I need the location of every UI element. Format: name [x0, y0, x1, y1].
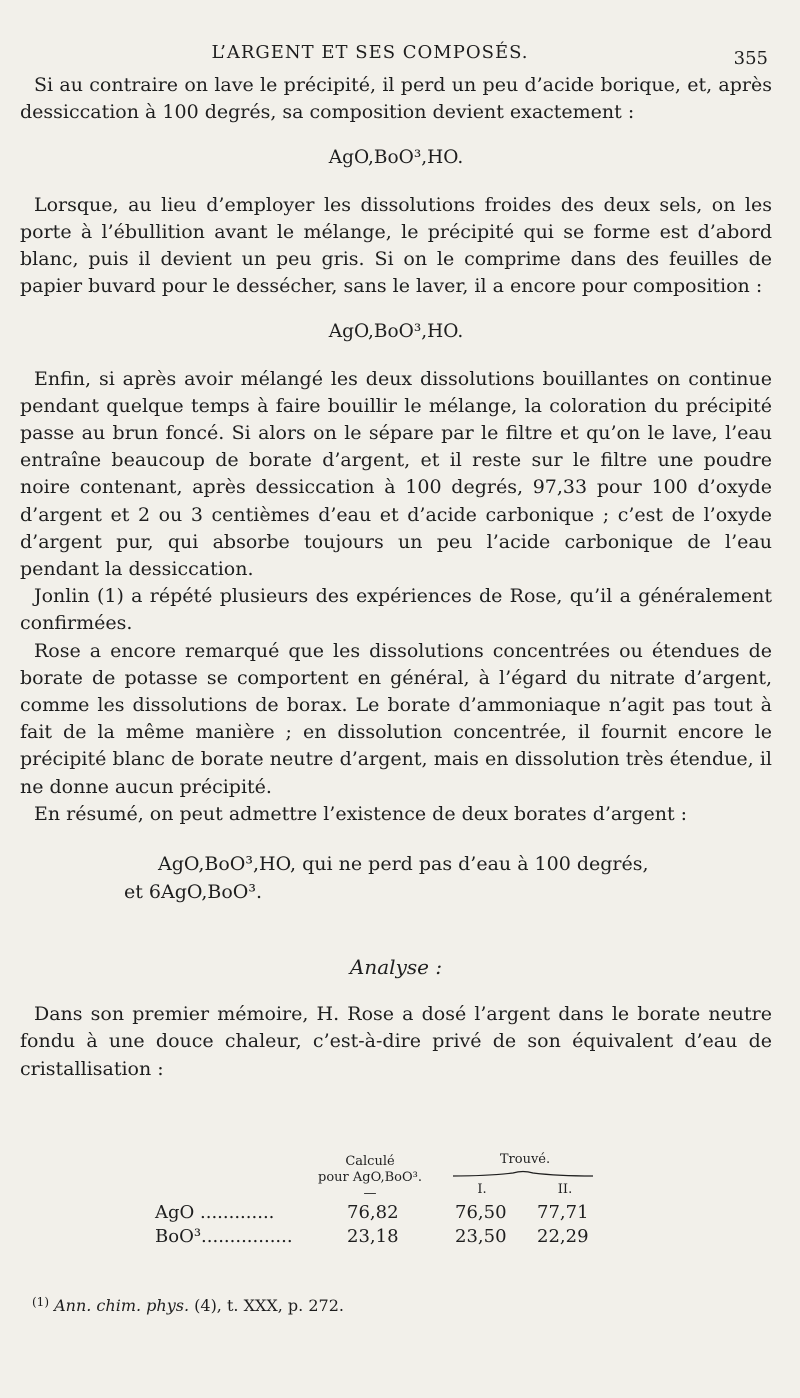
calc-value: 76,82 — [347, 1202, 399, 1223]
page-number: 355 — [733, 48, 768, 69]
footnote — [32, 1295, 344, 1315]
borate-list-item-1: AgO,BoO³,HO, qui ne perd pas d’eau à 100 degrés, — [158, 853, 649, 876]
page-header — [0, 42, 800, 69]
col-header-II: II. — [557, 1182, 573, 1197]
paragraph-4: Jonlin (1) a répété plusieurs des expériences de Rose, qu’il a généralement confirmées. — [20, 585, 772, 635]
footnote-mark: (1) — [32, 1295, 49, 1309]
borate-list — [20, 850, 772, 906]
table-row — [155, 1202, 615, 1226]
found-I-value: 23,50 — [455, 1226, 507, 1247]
found-II-value: 77,71 — [537, 1202, 589, 1223]
found-I-value: 76,50 — [455, 1202, 507, 1223]
borate-list-item-2: et 6AgO,BoO³. — [124, 881, 263, 904]
calc-header — [315, 1154, 425, 1202]
body-text — [20, 72, 772, 1083]
paragraph-2: Lorsque, au lieu d’employer les dissolutions froides des deux sels, on les porte à l’ébullition avant le mélange, le précipité qui se forme est d’abord blanc, puis il devient un peu gris. Si on le comprime dans des feuilles de papier buvard pour le dessécher, sans le laver, il a encore pour composition : — [20, 193, 772, 298]
brace-icon — [453, 1170, 593, 1178]
table-row — [155, 1226, 615, 1250]
footnote-reference: (4), t. XXX, p. 272. — [194, 1296, 344, 1315]
running-title: L’ARGENT ET SES COMPOSÉS. — [211, 42, 529, 63]
footnote-journal: Ann. chim. phys. — [54, 1296, 190, 1315]
calc-value: 23,18 — [347, 1226, 399, 1247]
paragraph-5: Rose a encore remarqué que les dissolutions concentrées ou étendues de borate de potasse se comportent en général, à l’égard du nitrate d’argent, comme les dissolutions de borax. Le borate d’ammoniaque n’agit pas tout à fait de la même manière ; en dissolution concentrée, il fournit encore le précipité blanc de borate neutre d’argent, mais en dissolution très étendue, il ne donne aucun précipité. — [20, 639, 772, 798]
row-label: BoO³................ — [155, 1226, 293, 1247]
formula-2: AgO,BoO³,HO. — [328, 321, 464, 343]
paragraph-6: En résumé, on peut admettre l’existence de deux borates d’argent : — [34, 802, 688, 825]
paragraph-1: Si au contraire on lave le précipité, il perd un peu d’acide borique, et, après dessiccation à 100 degrés, sa composition devient exactement : — [20, 74, 772, 124]
found-II-value: 22,29 — [537, 1226, 589, 1247]
calc-dash: — — [363, 1186, 377, 1201]
section-title-analyse: Analyse : — [349, 955, 443, 980]
paragraph-7: Dans son premier mémoire, H. Rose a dosé l’argent dans le borate neutre fondu à une douce chaleur, c’est-à-dire privé de son équivalent d’eau de cristallisation : — [20, 1003, 772, 1080]
col-header-I: I. — [477, 1182, 487, 1197]
found-header: Trouvé. — [499, 1152, 551, 1167]
row-label: AgO ............. — [155, 1202, 275, 1223]
calc-header-line2: pour AgO,BoO³. — [318, 1170, 422, 1185]
paragraph-3: Enfin, si après avoir mélangé les deux dissolutions bouillantes on continue pendant quelque temps à faire bouillir le mélange, la coloration du précipité passe au brun foncé. Si alors on le sépare par le filtre et qu’on le lave, l’eau entraîne beaucoup de borate d’argent, et il reste sur le filtre une poudre noire contenant, après dessiccation à 100 degrés, 97,33 pour 100 d’oxyde d’argent et 2 ou 3 centièmes d’eau et d’acide carbonique ; c’est de l’oxyde d’argent pur, qui absorbe toujours un peu l’acide carbonique de l’eau pendant la dessiccation. — [20, 367, 772, 581]
calc-header-line1: Calculé — [345, 1154, 395, 1169]
formula-1: AgO,BoO³,HO. — [328, 147, 464, 169]
